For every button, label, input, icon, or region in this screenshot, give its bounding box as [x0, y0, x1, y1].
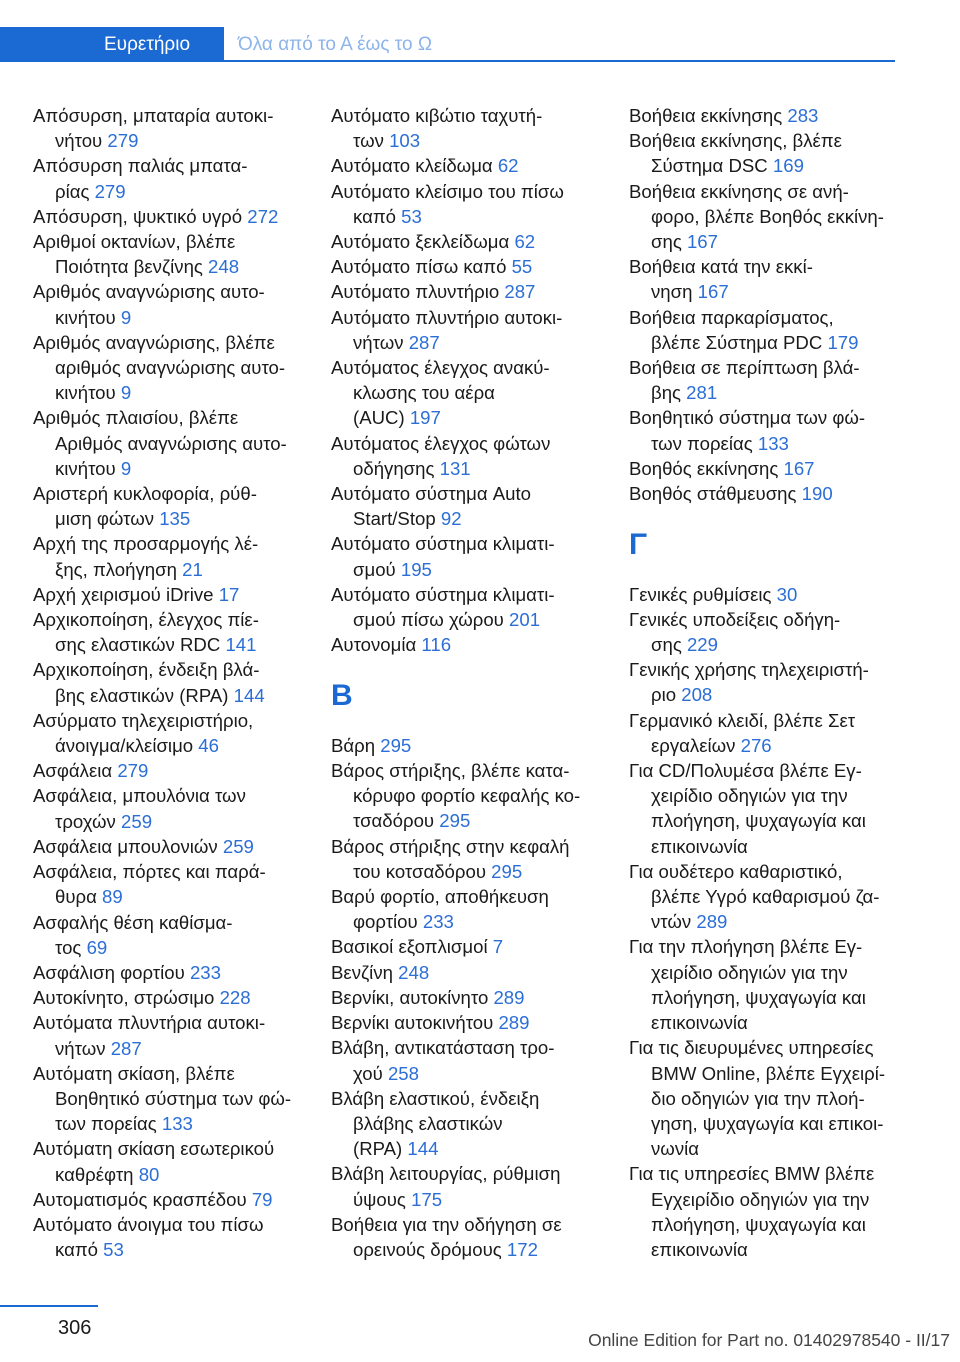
page-link[interactable]: 169	[772, 155, 804, 177]
index-entry	[331, 531, 606, 581]
index-entry	[629, 305, 904, 355]
entry-text: BMW Online, βλέπε Εγχειρί-	[651, 1062, 886, 1084]
index-entry	[33, 153, 308, 203]
entry-text: Εγχειρίδιο οδηγιών για την	[651, 1188, 870, 1210]
index-column-3	[629, 103, 904, 1262]
entry-text: Βασικοί εξοπλισμοί	[331, 936, 488, 958]
entry-text: Βάρος στήριξης στην κεφαλή	[331, 835, 570, 857]
entry-text: Start/Stop	[353, 508, 436, 530]
entry-text: βης ελαστικών (RPA)	[55, 684, 229, 706]
page-link[interactable]: 287	[110, 1037, 142, 1059]
entry-text: σης ελαστικών RDC	[55, 634, 221, 656]
entry-text: βης	[651, 382, 681, 404]
index-entry	[33, 204, 308, 229]
page-link[interactable]: 30	[776, 583, 798, 605]
entry-text: Απόσυρση παλιάς μπατα-	[33, 155, 248, 177]
page-link[interactable]: 17	[218, 583, 240, 605]
index-entry	[331, 834, 606, 884]
index-entry	[331, 279, 606, 304]
index-column-1	[33, 103, 308, 1262]
page-link[interactable]: 172	[506, 1238, 538, 1260]
entry-text: Γενικές υποδείξεις οδήγη-	[629, 608, 841, 630]
entry-text: Για CD/Πολυμέσα βλέπε Εγ-	[629, 760, 862, 782]
index-entry	[629, 607, 904, 657]
entry-text: Αριθμός πλαισίου, βλέπε	[33, 407, 239, 429]
page-link[interactable]: 295	[380, 734, 412, 756]
page-link[interactable]: 248	[398, 961, 430, 983]
page-link[interactable]: 228	[219, 987, 251, 1009]
page-link[interactable]: 53	[103, 1239, 124, 1261]
entry-text: Απόσυρση, ψυκτικό υγρό	[33, 205, 243, 227]
index-entry	[33, 859, 308, 909]
page-link[interactable]: 195	[400, 558, 432, 580]
index-entry	[331, 884, 606, 934]
page-link[interactable]: 287	[504, 281, 536, 303]
entry-text: Γερμανικό κλειδί, βλέπε Σετ	[629, 709, 856, 731]
index-entry	[331, 229, 606, 254]
entry-text: πλοήγηση, ψυχαγωγία και	[651, 810, 866, 832]
index-entry	[629, 405, 904, 455]
index-entry	[629, 179, 904, 255]
index-entry	[331, 1035, 606, 1085]
entry-text: χειρίδιο οδηγιών για την	[651, 961, 848, 983]
page-link[interactable]: 279	[107, 130, 139, 152]
page-link[interactable]: 62	[514, 231, 536, 253]
entry-text: Βλάβη λειτουργίας, ρύθμιση	[331, 1163, 561, 1185]
index-entry	[33, 657, 308, 707]
page-link[interactable]: 272	[247, 205, 279, 227]
entry-text: σης	[651, 634, 682, 656]
index-entry	[629, 254, 904, 304]
entry-text: Βοήθεια κατά την εκκί-	[629, 256, 813, 278]
page-link[interactable]: 116	[421, 634, 452, 656]
index-entry	[33, 330, 308, 406]
entry-text: Αριθμός αναγνώρισης αυτο-	[55, 432, 287, 454]
index-entry	[629, 128, 904, 178]
index-entry	[331, 582, 606, 632]
page-link[interactable]: 133	[757, 432, 789, 454]
page-link[interactable]: 276	[740, 734, 772, 756]
index-entry	[629, 859, 904, 935]
index-entry	[331, 733, 606, 758]
page-link[interactable]: 208	[681, 684, 713, 706]
entry-text: Βαρύ φορτίο, αποθήκευση	[331, 886, 549, 908]
entry-text: Αυτόματος έλεγχος ανακύ-	[331, 357, 550, 379]
entry-text: Βενζίνη	[331, 961, 393, 983]
entry-text: (RPA)	[353, 1138, 403, 1160]
entry-text: Αυτόματη σκίαση εσωτερικού	[33, 1138, 275, 1160]
entry-text: Βοηθητικό σύστημα των φώ-	[629, 407, 866, 429]
index-entry	[629, 481, 904, 506]
index-entry	[331, 1086, 606, 1162]
page-link[interactable]: 287	[408, 331, 440, 353]
index-entry	[331, 985, 606, 1010]
index-entry	[33, 1061, 308, 1137]
page-number-rule	[0, 1305, 98, 1307]
page-link[interactable]: 144	[233, 684, 265, 706]
page-link[interactable]: 79	[251, 1188, 273, 1210]
entry-text: σμού	[353, 558, 396, 580]
index-entry	[33, 582, 308, 607]
tab-index[interactable]: Ευρετήριο	[0, 27, 224, 62]
entry-text: νωνία	[651, 1138, 699, 1160]
entry-text: Βλάβη, αντικατάσταση τρο-	[331, 1037, 555, 1059]
edition-footer: Online Edition for Part no. 01402978540 - II/17	[588, 1330, 950, 1350]
index-entry	[33, 1136, 308, 1186]
entry-text: Βάρη	[331, 734, 376, 756]
page-link[interactable]: 179	[827, 331, 859, 353]
page-link[interactable]: 141	[225, 634, 257, 656]
index-entry	[33, 103, 308, 153]
entry-text: Αρχή της προσαρμογής λέ-	[33, 533, 259, 555]
entry-text: νηση	[651, 281, 693, 303]
entry-text: Αυτόματο πίσω καπό	[331, 256, 507, 278]
index-entry	[331, 179, 606, 229]
entry-text: Αυτόματο πλυντήριο αυτοκι-	[331, 306, 563, 328]
entry-text: Ποιότητα βενζίνης	[55, 256, 203, 278]
page-link[interactable]: 167	[686, 231, 718, 253]
entry-text: Αυτονομία	[331, 634, 417, 656]
section-letter: Γ	[629, 528, 648, 562]
index-entry	[33, 985, 308, 1010]
entry-text: Αυτόματο πλυντήριο	[331, 281, 500, 303]
entry-text: κινήτου	[55, 457, 116, 479]
index-entry	[33, 1187, 308, 1212]
entry-text: Αυτοκίνητο, στρώσιμο	[33, 987, 215, 1009]
page-link[interactable]: 259	[222, 835, 254, 857]
entry-text: Ασφάλεια, μπουλόνια των	[33, 785, 246, 807]
page-link[interactable]: 167	[783, 457, 815, 479]
entry-text: χού	[353, 1062, 383, 1084]
index-entry	[331, 431, 606, 481]
entry-text: Για τις υπηρεσίες BMW βλέπε	[629, 1163, 875, 1185]
entry-text: τροχών	[55, 810, 116, 832]
page-link[interactable]: 135	[159, 508, 191, 530]
page-link[interactable]: 201	[509, 609, 541, 631]
page-link[interactable]: 7	[492, 936, 504, 958]
index-entry	[629, 758, 904, 859]
index-entry	[331, 632, 606, 657]
page-link[interactable]: 89	[102, 886, 123, 908]
tab-a-to-z[interactable]: Όλα από το Α έως το Ω	[224, 27, 895, 62]
page-link[interactable]: 233	[189, 961, 221, 983]
entry-text: Γενικής χρήσης τηλεχειριστή-	[629, 659, 869, 681]
entry-text: καθρέφτη	[55, 1163, 134, 1185]
index-column-2	[331, 103, 606, 1262]
entry-text: Γενικές ρυθμίσεις	[629, 583, 772, 605]
entry-text: νήτου	[55, 130, 103, 152]
index-entry	[33, 531, 308, 581]
entry-text: των πορείας	[55, 1113, 157, 1135]
page-link[interactable]: 80	[138, 1163, 160, 1185]
index-entry	[629, 582, 904, 607]
entry-text: επικοινωνία	[651, 1012, 748, 1034]
entry-text: Βοήθεια σε περίπτωση βλά-	[629, 357, 860, 379]
entry-text: Για ουδέτερο καθαριστικό,	[629, 860, 843, 882]
page-link[interactable]: 55	[511, 256, 533, 278]
entry-text: βλέπε Υγρό καθαρισμού ζα-	[651, 886, 880, 908]
entry-text: Σύστημα DSC	[651, 155, 768, 177]
entry-text: του κοτσαδόρου	[353, 860, 486, 882]
entry-text: ρίας	[55, 180, 90, 202]
page-number: 306	[58, 1317, 92, 1339]
entry-text: Βοηθητικό σύστημα των φώ-	[55, 1087, 292, 1109]
index-entry	[33, 481, 308, 531]
entry-text: Για τις διευρυμένες υπηρεσίες	[629, 1037, 874, 1059]
index-entry	[331, 305, 606, 355]
entry-text: Ασύρματο τηλεχειριστήριο,	[33, 709, 254, 731]
entry-text: Βερνίκι αυτοκινήτου	[331, 1012, 494, 1034]
entry-text: διο οδηγιών για την πλοή-	[651, 1087, 865, 1109]
entry-text: Αριθμοί οκτανίων, βλέπε	[33, 231, 236, 253]
entry-text: Αριστερή κυκλοφορία, ρύθ-	[33, 483, 257, 505]
index-entry	[331, 103, 606, 153]
entry-text: εργαλείων	[651, 734, 736, 756]
page-link[interactable]: 279	[94, 180, 126, 202]
entry-text: πλοήγηση, ψυχαγωγία και	[651, 1213, 866, 1235]
entry-text: Βοήθεια για την οδήγηση σε	[331, 1213, 562, 1235]
index-entry	[331, 1010, 606, 1035]
index-entry	[331, 481, 606, 531]
entry-text: επικοινωνία	[651, 835, 748, 857]
index-entry	[33, 1010, 308, 1060]
page-link[interactable]: 9	[120, 306, 132, 328]
entry-text: αριθμός αναγνώρισης αυτο-	[55, 357, 286, 379]
entry-text: Ασφάλεια	[33, 760, 113, 782]
index-entry	[629, 456, 904, 481]
page-link[interactable]: 248	[208, 256, 240, 278]
entry-text: Αυτόματο κλείδωμα	[331, 155, 493, 177]
entry-text: Αυτόματο κιβώτιο ταχυτή-	[331, 105, 543, 126]
entry-text: Αυτόματο σύστημα Auto	[331, 483, 531, 505]
entry-text: Αυτόματο σύστημα κλιματι-	[331, 533, 555, 555]
entry-text: πλοήγηση, ψυχαγωγία και	[651, 986, 866, 1008]
page-link[interactable]: 133	[161, 1113, 193, 1135]
index-entry	[629, 708, 904, 758]
index-entry	[331, 153, 606, 178]
entry-text: γηση, ψυχαγωγία και επικοι-	[651, 1112, 884, 1134]
entry-text: φορο, βλέπε Βοηθός εκκίνη-	[651, 205, 884, 227]
entry-text: Ασφάλεια, πόρτες και παρά-	[33, 861, 266, 883]
page-link[interactable]: 289	[493, 986, 525, 1008]
page-link[interactable]: 175	[411, 1188, 443, 1210]
page-link[interactable]: 46	[198, 735, 219, 757]
page-link[interactable]: 92	[440, 508, 462, 530]
entry-text: τσαδόρου	[353, 810, 435, 832]
index-entry	[629, 657, 904, 707]
entry-text: Αρχικοποίηση, ένδειξη βλά-	[33, 659, 260, 681]
entry-text: Αυτόματος έλεγχος φώτων	[331, 432, 551, 454]
page-link[interactable]: 295	[439, 810, 471, 832]
index-entry	[33, 834, 308, 859]
entry-text: Αυτόματη σκίαση, βλέπε	[33, 1062, 235, 1084]
index-entry	[331, 934, 606, 959]
entry-text: Βοήθεια εκκίνησης, βλέπε	[629, 130, 842, 152]
page-link[interactable]: 69	[86, 936, 108, 958]
page-link[interactable]: 103	[389, 130, 421, 152]
entry-text: κλωσης του αέρα	[353, 382, 495, 404]
entry-text: (AUC)	[353, 407, 405, 429]
entry-text: Βοήθεια παρκαρίσματος,	[629, 306, 834, 328]
page-link[interactable]: 279	[117, 760, 149, 782]
page-link[interactable]: 259	[121, 810, 153, 832]
index-entry	[33, 783, 308, 833]
entry-text: Αυτόματο άνοιγμα του πίσω	[33, 1213, 264, 1235]
index-entry	[331, 1212, 606, 1262]
index-entry	[33, 960, 308, 985]
entry-text: ορεινούς δρόμους	[353, 1238, 502, 1260]
index-entry	[33, 758, 308, 783]
entry-text: θυρα	[55, 886, 97, 908]
entry-text: Ασφάλεια μπουλονιών	[33, 835, 218, 857]
entry-text: κινήτου	[55, 382, 116, 404]
index-entry	[33, 708, 308, 758]
entry-text: Βερνίκι, αυτοκίνητο	[331, 986, 489, 1008]
entry-text: Βοήθεια εκκίνησης	[629, 105, 783, 126]
entry-text: Αυτόματα πλυντήρια αυτοκι-	[33, 1012, 266, 1034]
index-entry	[33, 607, 308, 657]
entry-text: Αρχικοποίηση, έλεγχος πίε-	[33, 609, 259, 631]
page-link[interactable]: 295	[491, 860, 523, 882]
entry-text: Αυτόματο σύστημα κλιματι-	[331, 583, 555, 605]
entry-text: Αρχή χειρισμού iDrive	[33, 583, 214, 605]
entry-text: Βοήθεια εκκίνησης σε ανή-	[629, 180, 849, 202]
entry-text: των πορείας	[651, 432, 753, 454]
page-link[interactable]: 283	[787, 105, 819, 126]
entry-text: Βοηθός εκκίνησης	[629, 457, 779, 479]
entry-text: Αριθμός αναγνώρισης, βλέπε	[33, 331, 275, 353]
entry-text: μιση φώτων	[55, 508, 155, 530]
entry-text: σμού πίσω χώρου	[353, 609, 504, 631]
page-link[interactable]: 233	[422, 911, 454, 933]
entry-text: Βλάβη ελαστικού, ένδειξη	[331, 1087, 540, 1109]
entry-text: οδήγησης	[353, 457, 435, 479]
entry-text: κόρυφο φορτίο κεφαλής κο-	[353, 785, 581, 807]
entry-text: νήτων	[353, 331, 404, 353]
entry-text: τος	[55, 936, 82, 958]
entry-text: ύψους	[353, 1188, 406, 1210]
entry-text: ριο	[651, 684, 677, 706]
entry-text: Αυτοματισμός κρασπέδου	[33, 1188, 247, 1210]
entry-text: σης	[651, 231, 682, 253]
entry-text: Απόσυρση, μπαταρία αυτοκι-	[33, 105, 274, 126]
index-entry	[331, 1161, 606, 1211]
page-link[interactable]: 9	[120, 457, 132, 479]
index-entry	[33, 279, 308, 329]
index-entry	[33, 1212, 308, 1262]
index-entry	[331, 758, 606, 834]
index-entry	[33, 229, 308, 279]
entry-text: άνοιγμα/κλείσιμο	[55, 735, 194, 757]
entry-text: βλάβης ελαστικών	[353, 1112, 503, 1134]
page-link[interactable]: 229	[686, 634, 718, 656]
page-link[interactable]: 281	[686, 382, 718, 404]
page-link[interactable]: 167	[697, 281, 729, 303]
index-entry	[331, 355, 606, 431]
entry-text: βλέπε Σύστημα PDC	[651, 331, 823, 353]
entry-text: των	[353, 130, 384, 152]
page-link[interactable]: 131	[439, 457, 471, 479]
index-entry	[629, 103, 904, 128]
entry-text: Ασφαλής θέση καθίσμα-	[33, 911, 233, 933]
page-link[interactable]: 190	[801, 483, 833, 505]
entry-text: Για την πλοήγηση βλέπε Εγ-	[629, 936, 863, 958]
entry-text: Αυτόματο κλείσιμο του πίσω	[331, 180, 564, 202]
entry-text: επικοινωνία	[651, 1238, 748, 1260]
entry-text: Βοηθός στάθμευσης	[629, 483, 797, 505]
index-entry	[331, 960, 606, 985]
entry-text: κινήτου	[55, 306, 116, 328]
index-entry	[629, 1035, 904, 1161]
page-link[interactable]: 197	[409, 407, 441, 429]
page-link[interactable]: 62	[497, 155, 519, 177]
index-entry	[33, 405, 308, 481]
entry-text: καπό	[55, 1239, 98, 1261]
index-entry	[33, 910, 308, 960]
index-entry	[629, 1161, 904, 1262]
page-link[interactable]: 258	[387, 1062, 419, 1084]
index-entry	[629, 355, 904, 405]
entry-text: χειρίδιο οδηγιών για την	[651, 785, 848, 807]
page-link[interactable]: 289	[696, 911, 728, 933]
entry-text: ξης, πλοήγηση	[55, 558, 177, 580]
page-link[interactable]: 53	[401, 205, 422, 227]
page-link[interactable]: 21	[182, 558, 203, 580]
page-link[interactable]: 289	[498, 1012, 530, 1034]
entry-text: καπό	[353, 205, 396, 227]
entry-text: Αυτόματο ξεκλείδωμα	[331, 231, 510, 253]
entry-text: νήτων	[55, 1037, 106, 1059]
page-link[interactable]: 9	[120, 382, 132, 404]
index-header	[0, 27, 895, 62]
entry-text: Αριθμός αναγνώρισης αυτο-	[33, 281, 265, 303]
entry-text: Βάρος στήριξης, βλέπε κατα-	[331, 760, 570, 782]
index-entry	[331, 254, 606, 279]
index-entry	[629, 934, 904, 1035]
entry-text: Ασφάλιση φορτίου	[33, 961, 185, 983]
entry-text: ντών	[651, 911, 692, 933]
page-link[interactable]: 144	[407, 1138, 439, 1160]
entry-text: φορτίου	[353, 911, 418, 933]
section-letter: B	[331, 679, 353, 713]
